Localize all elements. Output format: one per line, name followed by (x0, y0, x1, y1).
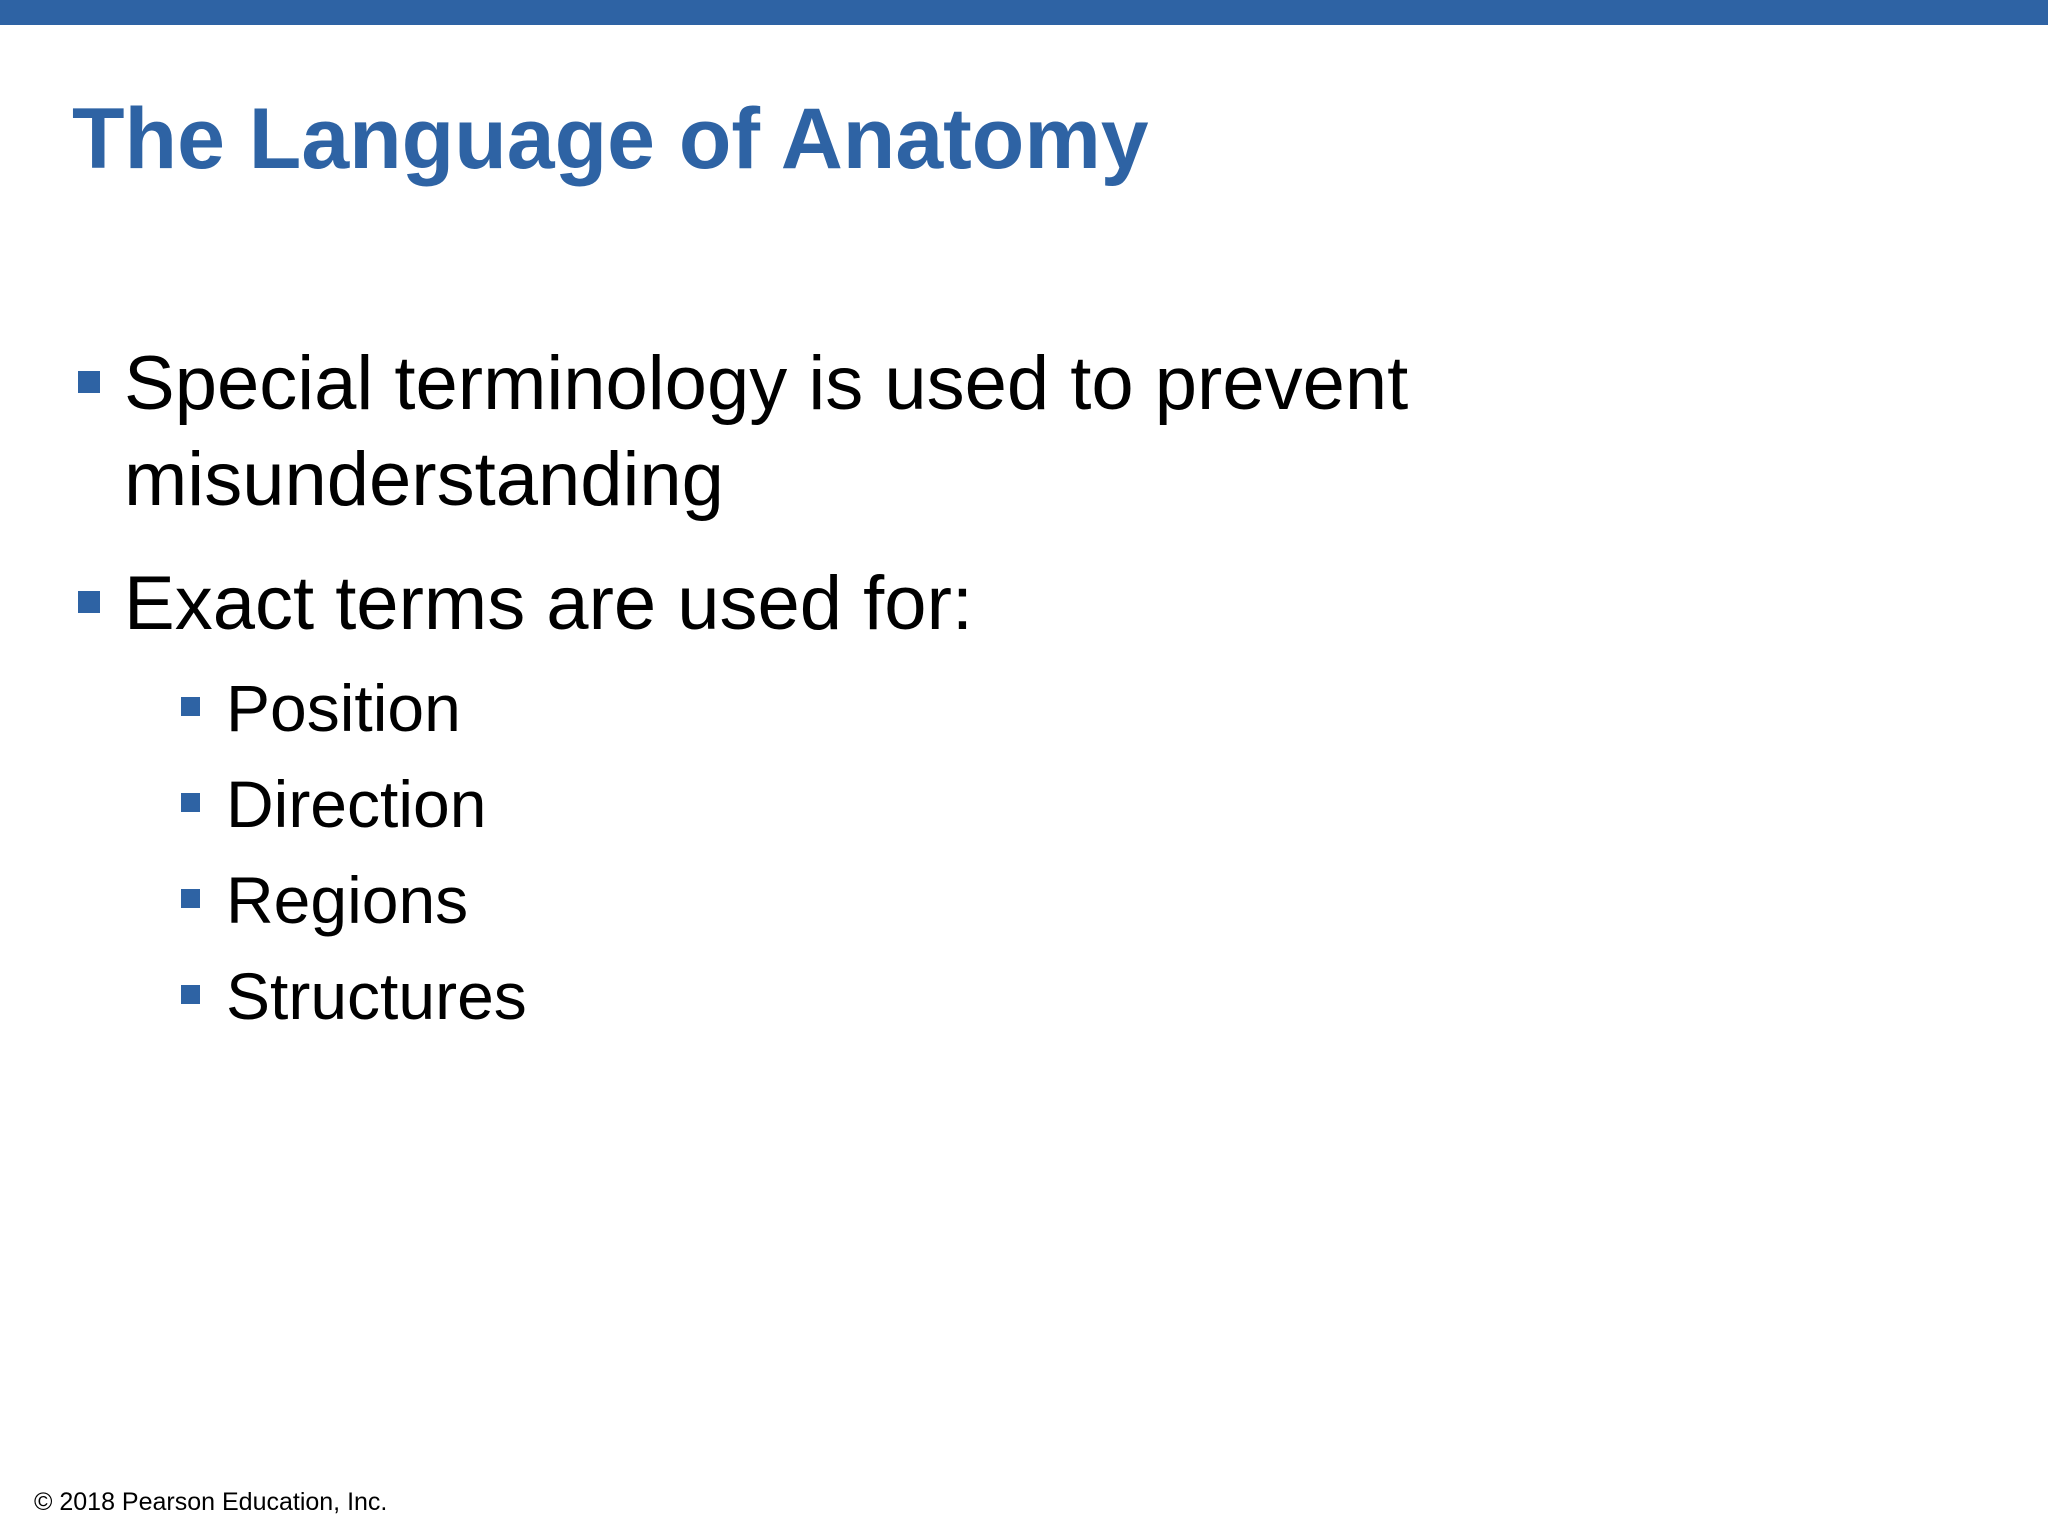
bullet-text-line-2: misunderstanding (124, 437, 724, 522)
top-accent-bar (0, 0, 2048, 25)
sub-bullet-text: Direction (226, 767, 487, 841)
slide-title: The Language of Anatomy (72, 91, 1149, 187)
bullet-text: Exact terms are used for: (124, 561, 973, 646)
square-bullet-icon (181, 697, 200, 716)
sub-bullet-text: Position (226, 671, 461, 745)
square-bullet-icon (181, 985, 200, 1004)
square-bullet-icon (78, 371, 100, 393)
copyright-footer: © 2018 Pearson Education, Inc. (34, 1488, 388, 1516)
sub-bullet-text: Structures (226, 959, 527, 1033)
square-bullet-icon (181, 889, 200, 908)
square-bullet-icon (181, 793, 200, 812)
bullet-text-line-1: Special terminology is used to prevent (124, 341, 1409, 426)
sub-bullet-text: Regions (226, 863, 469, 937)
square-bullet-icon (78, 591, 100, 613)
